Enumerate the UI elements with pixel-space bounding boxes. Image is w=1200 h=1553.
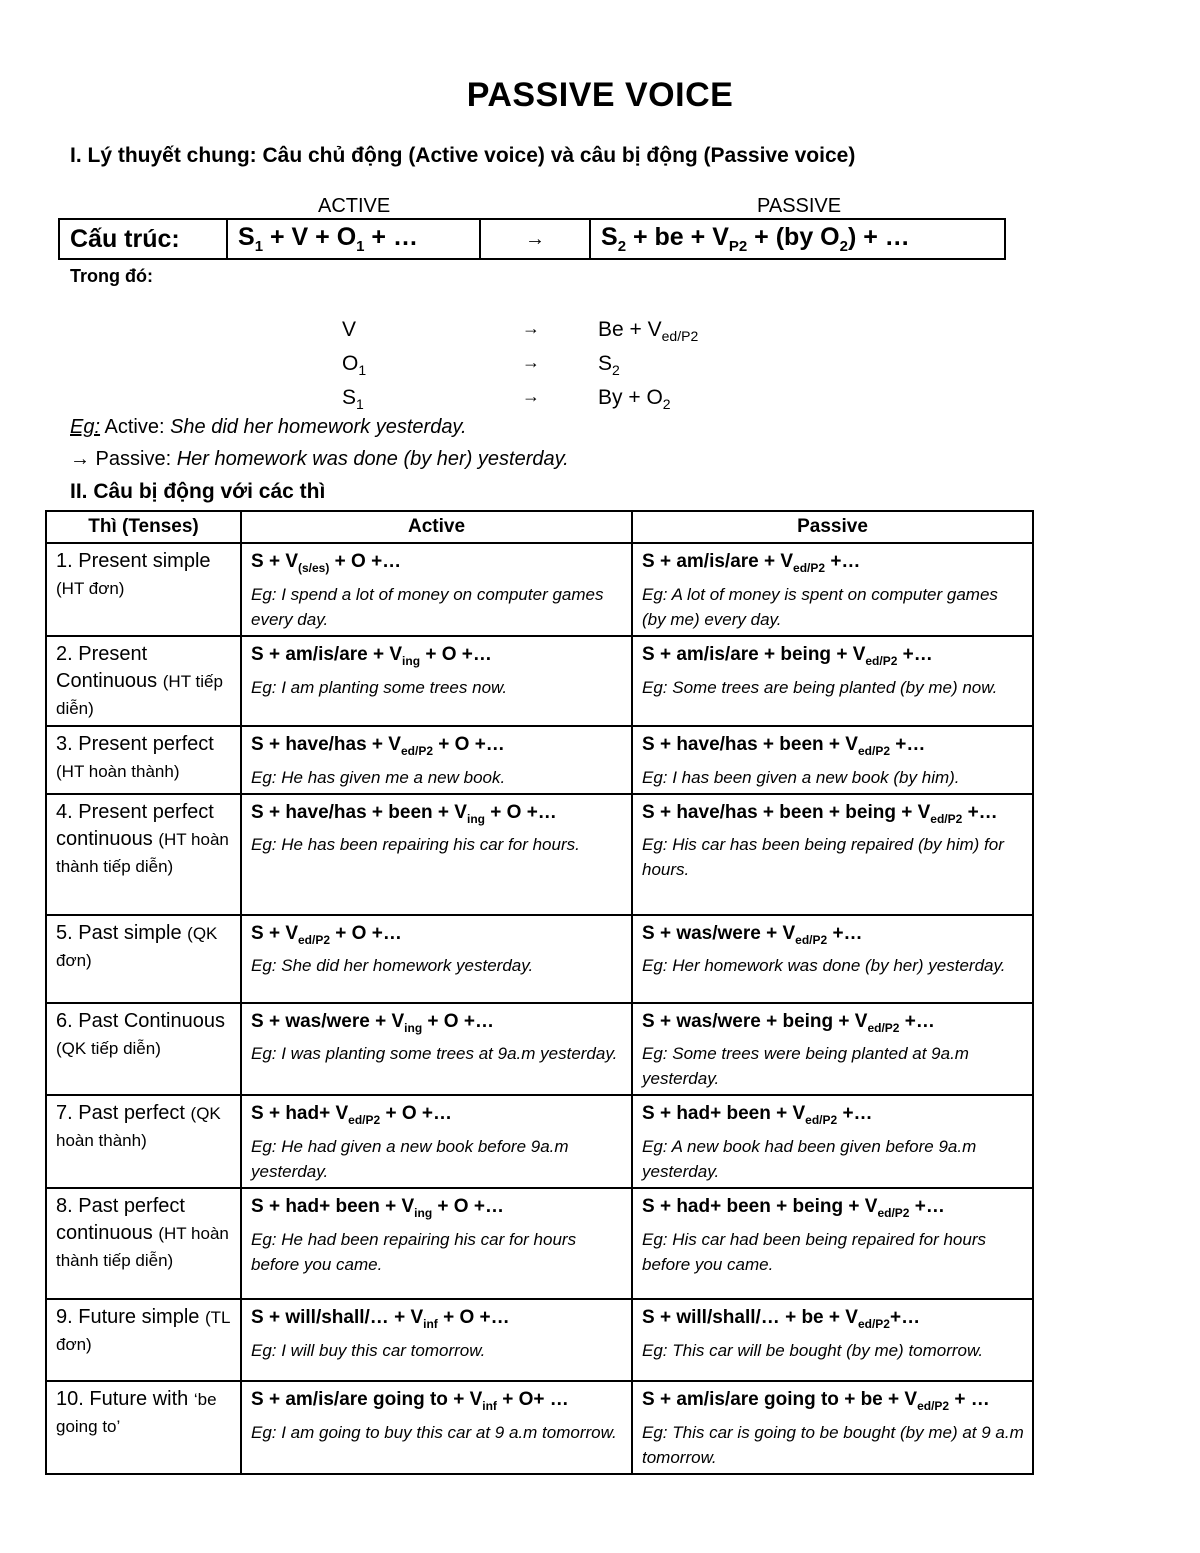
tense-vietnamese: (HT đơn) bbox=[56, 579, 125, 598]
passive-cell bbox=[632, 543, 1033, 636]
tense-name-cell bbox=[46, 543, 241, 636]
passive-structure: $S_2$ + be + $V_{P2} + (by$ $O_2$) + … bbox=[590, 219, 1005, 259]
tense-name: 2. Present Continuous bbox=[56, 642, 158, 692]
tense-vietnamese: (QK hoàn thành) bbox=[56, 1104, 221, 1151]
active-structure: $S_1 + V + O_1$ + … bbox=[227, 219, 480, 259]
tense-vietnamese: (HT hoàn thành tiếp diễn) bbox=[56, 829, 229, 876]
passive-formula: S + was/were + $V_{ed/P2}$ +… bbox=[642, 922, 863, 947]
tense-vietnamese: (TL đơn) bbox=[56, 1308, 230, 1355]
passive-formula: S + am/is/are + being + $V_{ed/P2}$ +… bbox=[642, 643, 933, 668]
tense-name: 7. Past perfect bbox=[56, 1102, 185, 1125]
passive-cell bbox=[632, 915, 1033, 1003]
tense-name-cell bbox=[46, 1299, 241, 1381]
mapping-row: $S_1$ → $By + O_2$ bbox=[342, 386, 671, 413]
tense-name-cell bbox=[46, 915, 241, 1003]
passive-example: Eg: A lot of money is spent on computer games (by me) every day. bbox=[642, 584, 998, 629]
passive-example: Eg: This car is going to be bought (by me) at 9 a.m tomorrow. bbox=[642, 1422, 1024, 1467]
where-label: Trong đó: bbox=[70, 266, 153, 286]
arrow-icon: → bbox=[522, 318, 540, 338]
tense-name: 1. Present simple bbox=[56, 550, 211, 572]
table-row bbox=[46, 726, 1033, 794]
active-cell bbox=[241, 1095, 632, 1188]
passive-cell bbox=[632, 794, 1033, 915]
passive-example: Eg: His car had been being repaired for hours before you came. bbox=[642, 1229, 986, 1274]
active-formula: S + have/has + $V_{ed/P2} + O$ +… bbox=[251, 733, 505, 758]
active-cell bbox=[241, 794, 632, 915]
tense-name: 10. Future with bbox=[56, 1388, 189, 1411]
table-row bbox=[46, 915, 1033, 1003]
header-tenses: Thì (Tenses) bbox=[46, 511, 241, 543]
active-formula: S + am/is/are going to + $V_{inf} + O+$ … bbox=[251, 1389, 569, 1413]
passive-formula: $S + am/is/are + V_{ed/P2}$ +… bbox=[642, 551, 861, 575]
active-example: Eg: He has given me a new book. bbox=[251, 767, 506, 787]
passive-example: Eg: Some trees were being planted at 9a.m yesterday. bbox=[642, 1044, 969, 1089]
active-example: Eg: She did her homework yesterday. bbox=[251, 956, 534, 976]
example-active: Eg: Active: She did her homework yesterday. bbox=[70, 416, 467, 438]
table-row bbox=[46, 1299, 1033, 1381]
active-formula: S + had+ been + $V_{ing} + O$ +… bbox=[251, 1196, 504, 1220]
tense-name-cell bbox=[46, 1381, 241, 1474]
tense-name: 5. Past simple bbox=[56, 921, 182, 944]
arrow-icon: → bbox=[522, 352, 540, 372]
passive-cell bbox=[632, 726, 1033, 794]
active-example: Eg: I spend a lot of money on computer games every day. bbox=[251, 584, 604, 629]
tense-name: 3. Present perfect bbox=[56, 732, 214, 755]
tense-name-cell bbox=[46, 794, 241, 915]
passive-example: Eg: This car will be bought (by me) tomorrow. bbox=[642, 1340, 984, 1360]
active-cell bbox=[241, 726, 632, 794]
active-cell bbox=[241, 915, 632, 1003]
tense-name-cell bbox=[46, 1188, 241, 1299]
passive-formula: S + had+ been + $V_{ed/P2}$ +… bbox=[642, 1103, 873, 1128]
active-example: Eg: I was planting some trees at 9a.m yesterday. bbox=[251, 1044, 618, 1064]
passive-formula: S + am/is/are going to + be + $V_{ed/P2}$ + … bbox=[642, 1389, 990, 1413]
tense-vietnamese: ‘be going to’ bbox=[56, 1390, 217, 1437]
active-formula: $S + V_{(s/es)} + O$ +… bbox=[251, 551, 402, 575]
structure-label: Cấu trúc: bbox=[59, 219, 227, 259]
active-cell bbox=[241, 1299, 632, 1381]
tense-vietnamese: (HT hoàn thành tiếp diễn) bbox=[56, 1224, 229, 1271]
active-example: Eg: He had been repairing his car for hours before you came. bbox=[251, 1229, 577, 1274]
active-cell bbox=[241, 1188, 632, 1299]
active-formula: $S + am/is/are + V_{ing} + O$ +… bbox=[251, 643, 492, 668]
passive-cell bbox=[632, 1381, 1033, 1474]
table-row bbox=[46, 636, 1033, 726]
tense-name: 8. Past perfect continuous bbox=[56, 1195, 185, 1245]
arrow-icon: → bbox=[522, 386, 540, 406]
passive-cell bbox=[632, 636, 1033, 726]
section-heading-theory: I. Lý thuyết chung: Câu chủ động (Active voice) và câu bị động (Passive voice) bbox=[70, 144, 856, 167]
passive-cell bbox=[632, 1188, 1033, 1299]
active-example: Eg: I am planting some trees now. bbox=[251, 677, 508, 697]
passive-cell bbox=[632, 1003, 1033, 1096]
tense-name: 9. Future simple bbox=[56, 1306, 200, 1329]
table-row bbox=[46, 1381, 1033, 1474]
arrow-icon: → bbox=[70, 448, 90, 470]
tense-vietnamese: (HT hoàn thành) bbox=[56, 761, 180, 781]
active-formula: S + will/shall/… + $V_{inf} + O$ +… bbox=[251, 1307, 510, 1331]
table-row bbox=[46, 794, 1033, 915]
structure-box bbox=[58, 218, 1006, 260]
passive-cell bbox=[632, 1095, 1033, 1188]
tense-name-cell bbox=[46, 726, 241, 794]
table-row bbox=[46, 1188, 1033, 1299]
table-row bbox=[46, 1095, 1033, 1188]
passive-formula: S + will/shall/… + be + $V_{ed/P2}+\dots$ bbox=[642, 1307, 921, 1331]
passive-formula: S + had+ been + being + $V_{ed/P2}$ +… bbox=[642, 1196, 945, 1220]
header-passive: Passive bbox=[632, 511, 1033, 543]
active-formula: S + have/has + been + $V_{ing} + O$ +… bbox=[251, 801, 557, 826]
tense-vietnamese: (HT tiếp diễn) bbox=[56, 671, 223, 718]
page-title: PASSIVE VOICE bbox=[466, 76, 734, 114]
active-cell bbox=[241, 543, 632, 636]
active-example: Eg: He has been repairing his car for hours. bbox=[251, 835, 580, 855]
tense-vietnamese: (QK tiếp diễn) bbox=[56, 1038, 161, 1058]
tense-name-cell bbox=[46, 1003, 241, 1096]
active-cell bbox=[241, 636, 632, 726]
active-formula: $S + V_{ed/P2} + O$ +… bbox=[251, 922, 402, 947]
passive-cell bbox=[632, 1299, 1033, 1381]
table-header-row bbox=[46, 511, 1033, 543]
header-active: Active bbox=[241, 511, 632, 543]
tense-name: 4. Present perfect continuous bbox=[56, 800, 214, 850]
active-formula: $S + had+ V_{ed/P2} + O$ +… bbox=[251, 1103, 452, 1128]
section-heading-tenses: II. Câu bị động với các thì bbox=[70, 480, 326, 503]
tense-vietnamese: (QK đơn) bbox=[56, 923, 218, 970]
passive-formula: S + have/has + been + being + $V_{ed/P2}$ +… bbox=[642, 801, 998, 826]
table-row bbox=[46, 543, 1033, 636]
tense-name-cell bbox=[46, 636, 241, 726]
example-passive: → Passive: Her homework was done (by her) yesterday. bbox=[70, 448, 569, 470]
active-cell bbox=[241, 1381, 632, 1474]
passive-example: Eg: I has been given a new book (by him). bbox=[642, 767, 960, 787]
arrow-icon: → bbox=[480, 219, 590, 259]
passive-formula: S + have/has + been + $V_{ed/P2}$ +… bbox=[642, 733, 926, 758]
table-row bbox=[46, 1003, 1033, 1096]
active-example: Eg: He had given a new book before 9a.m yesterday. bbox=[251, 1137, 569, 1182]
active-heading: ACTIVE bbox=[318, 195, 391, 217]
passive-example: Eg: A new book had been given before 9a.m yesterday. bbox=[642, 1137, 977, 1182]
mapping-row: $O_1$ → $S_2$ bbox=[342, 352, 620, 379]
active-formula: S + was/were + $V_{ing} + O$ +… bbox=[251, 1010, 494, 1035]
tense-name-cell bbox=[46, 1095, 241, 1188]
tense-name: 6. Past Continuous bbox=[56, 1009, 225, 1032]
tenses-table bbox=[45, 510, 1034, 1475]
passive-formula: S + was/were + being + $V_{ed/P2}$ +… bbox=[642, 1010, 935, 1035]
active-example: Eg: I am going to buy this car at 9 a.m tomorrow. bbox=[251, 1422, 617, 1442]
active-cell bbox=[241, 1003, 632, 1096]
passive-example: Eg: His car has been being repaired (by him) for hours. bbox=[642, 835, 1004, 880]
active-example: Eg: I will buy this car tomorrow. bbox=[251, 1340, 486, 1360]
passive-example: Eg: Her homework was done (by her) yesterday. bbox=[642, 956, 1006, 976]
passive-example: Eg: Some trees are being planted (by me) now. bbox=[642, 677, 998, 697]
passive-heading: PASSIVE bbox=[757, 195, 842, 217]
mapping-row: V → $Be + V_{ed/P2}$ bbox=[342, 318, 699, 345]
